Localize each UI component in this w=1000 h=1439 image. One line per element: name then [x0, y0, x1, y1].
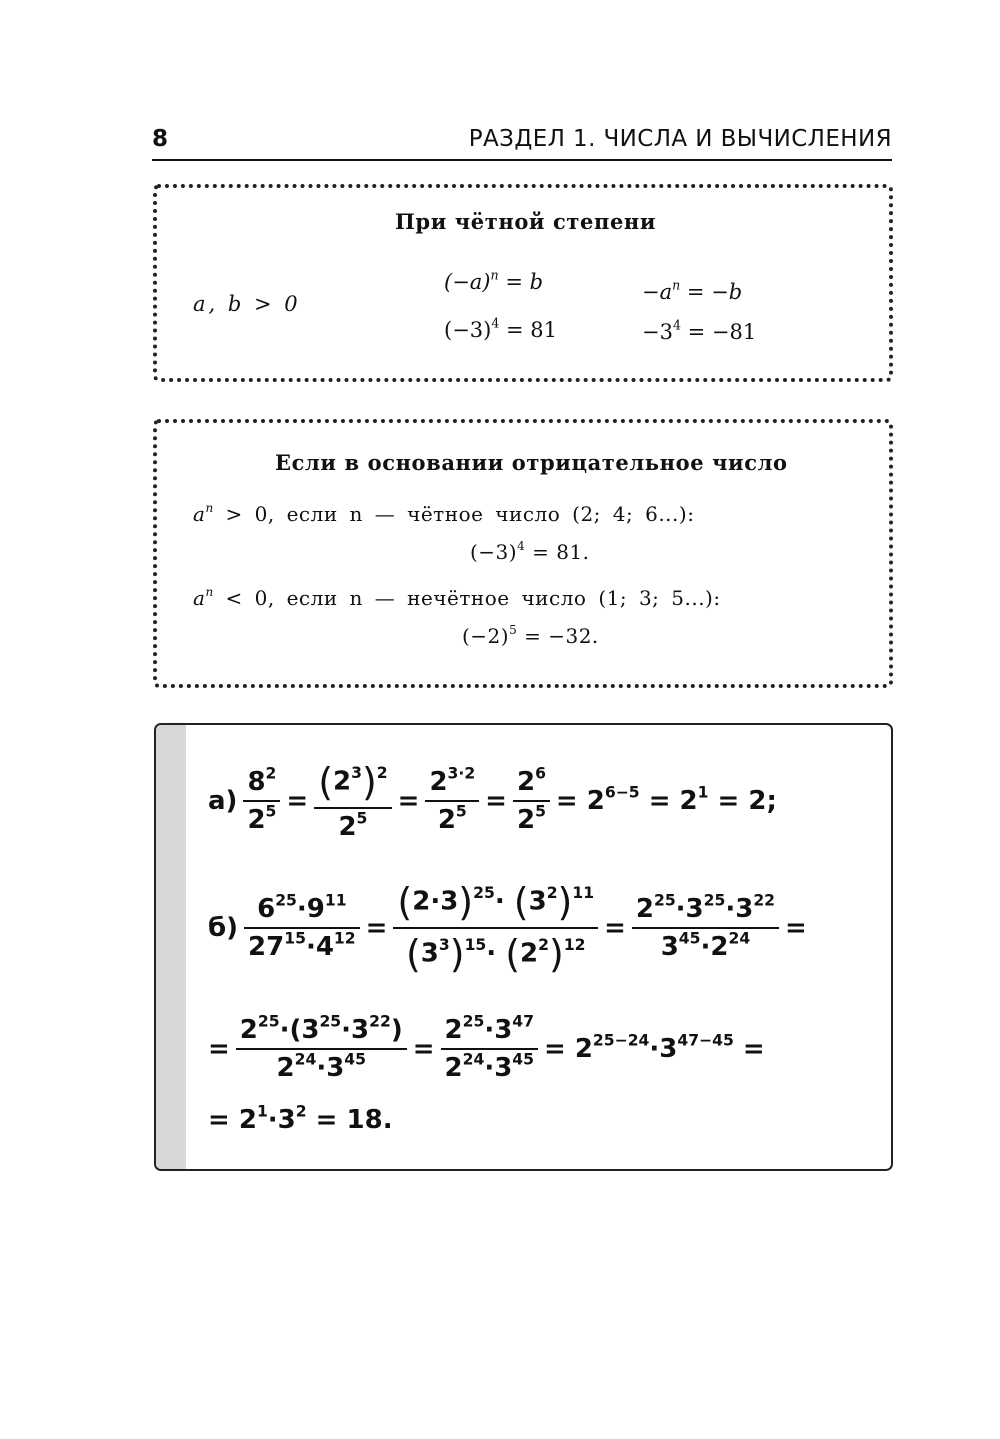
rule-even-example: $(-3)^4 = 81$. [470, 539, 590, 564]
negative-base-title: Если в основании отрицательное число [275, 450, 788, 475]
example-a-label: а) [208, 786, 238, 816]
fraction: $\frac{(2^3)^2}{2^5}$ [314, 760, 391, 842]
formula-neg-a-power: $(-a)^n = b$ [444, 267, 544, 294]
rule-odd-example: $(-2)^5 = -32$. [462, 623, 599, 648]
fraction: $\frac{2^{25}\cdot(3^{25}\cdot 3^{22})}{2^{24}\cdot 3^{45}}$ [236, 1015, 407, 1083]
fraction: $\frac{(2\cdot 3)^{25}\cdot (3^2)^{11}}{(3^3)^{15}\cdot (2^2)^{12}}$ [393, 880, 598, 976]
example-neg-3-power: $(-3)^4 = 81$ [444, 315, 558, 342]
fraction: $\frac{2^{25}\cdot 3^{25}\cdot 3^{22}}{3^{45}\cdot 2^{24}}$ [632, 894, 779, 962]
even-power-title: При чётной степени [395, 209, 657, 234]
fraction: $\frac{8^2}{2^5}$ [243, 767, 280, 835]
header-rule [152, 159, 892, 161]
rule-even: $a^n > 0$, если n — чётное число (2; 4; 6...): [193, 501, 695, 526]
fraction: $\frac{2^{25}\cdot 3^{47}}{2^{24}\cdot 3^{45}}$ [441, 1015, 538, 1083]
examples-side-bar [156, 725, 186, 1169]
fraction: $\frac{6^{25}\cdot 9^{11}}{27^{15}\cdot 4^{12}}$ [244, 894, 360, 962]
example-minus-3-power: $-3^4 = -81$ [642, 317, 757, 344]
example-b-line2: = $\frac{2^{25}\cdot(3^{25}\cdot 3^{22})}{2^{24}\cdot 3^{45}}$ = $\frac{2^{25}\cdot 3^{47}}{2^{24}\cdot 3^{45}}$ = $2^{25-24}\cdot 3^{47-45}$ = [208, 1012, 765, 1083]
condition-text: a, b > 0 [193, 292, 301, 316]
page-number: 8 [152, 126, 169, 152]
fraction: $\frac{2^{3\cdot 2}}{2^5}$ [425, 767, 479, 835]
example-b-label: б) [208, 913, 239, 943]
formula-minus-a-power: $-a^n = -b$ [642, 277, 743, 304]
rule-odd: $a^n < 0$, если n — нечётное число (1; 3; 5...): [193, 585, 721, 610]
example-b-line1: б) $\frac{6^{25}\cdot 9^{11}}{27^{15}\cdot 4^{12}}$ = $\frac{(2\cdot 3)^{25}\cdot (3^2)^{11}}{(3^3)^{15}\cdot (2^2)^{12}}$ = $\frac{2^{25}\cdot 3^{25}\cdot 3^{22}}{3^{45}\cdot 2^{24}}$ = [208, 880, 807, 976]
fraction: $\frac{2^6}{2^5}$ [513, 767, 550, 835]
example-b-line3: = $2^1\cdot 3^2 = 18$. [208, 1102, 393, 1135]
section-title: РАЗДЕЛ 1. ЧИСЛА И ВЫЧИСЛЕНИЯ [468, 126, 892, 152]
example-a: а) $\frac{8^2}{2^5}$ = $\frac{(2^3)^2}{2^5}$ = $\frac{2^{3\cdot 2}}{2^5}$ = $\frac{2^6}{2^5}$ = $2^{6-5} = 2^1 = 2$; [208, 760, 777, 842]
